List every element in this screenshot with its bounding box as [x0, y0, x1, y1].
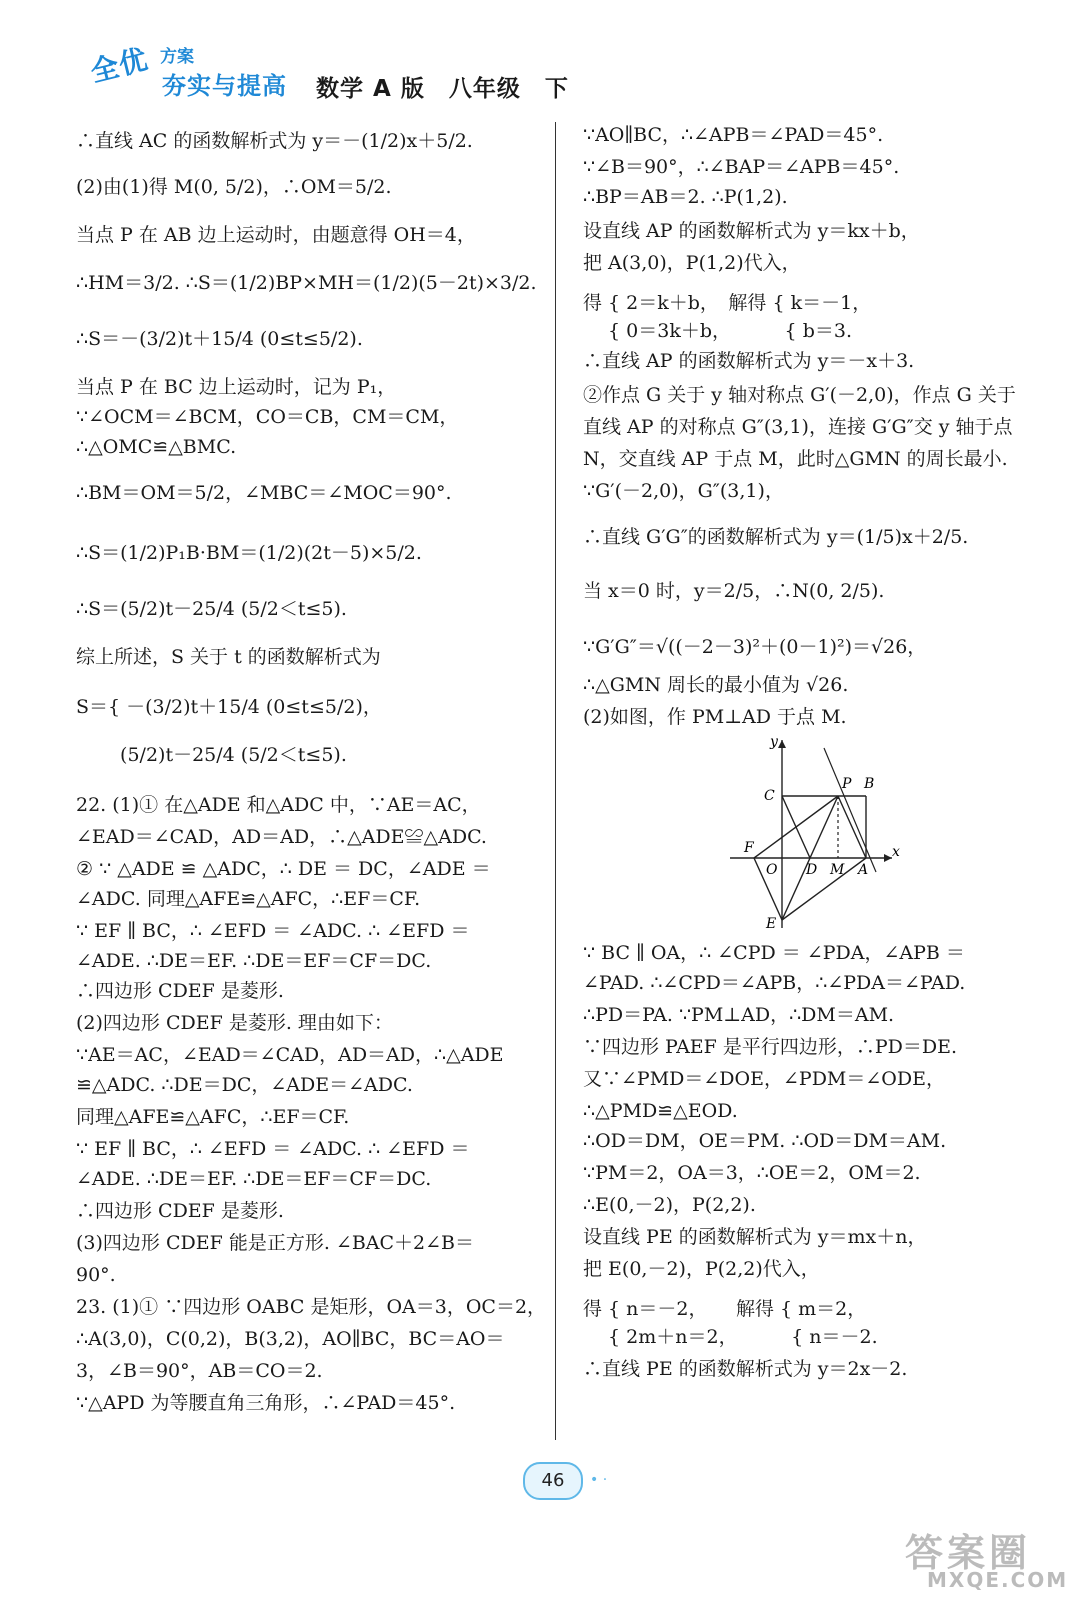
text-line: ∠EAD＝∠CAD，AD＝AD，∴△ADE≌△ADC.: [76, 826, 487, 848]
text-line: ≌△ADC. ∴DE＝DC，∠ADE＝∠ADC.: [76, 1074, 413, 1096]
watermark-text: 答案圈: [905, 1531, 1032, 1575]
text-line: (5/2)t－25/4 (5/2＜t≤5).: [76, 744, 347, 766]
text-line: ∵ BC ∥ OA，∴ ∠CPD ＝ ∠PDA，∠APB ＝: [583, 942, 965, 964]
text-line: 22. (1)① 在△ADE 和△ADC 中，∵AE＝AC，: [76, 794, 481, 816]
text-line: ∴△GMN 周长的最小值为 √26.: [583, 674, 849, 696]
segment-cd: [782, 796, 810, 858]
text-line: ∵ EF ∥ BC，∴ ∠EFD ＝ ∠ADC. ∴ ∠EFD ＝: [76, 1138, 470, 1160]
text-line: ∴HM＝3/2. ∴S＝(1/2)BP×MH＝(1/2)(5－2t)×3/2.: [76, 272, 537, 294]
text-line: ∠ADE. ∴DE＝EF. ∴DE＝EF＝CF＝DC.: [76, 1168, 432, 1190]
text-line: ∵AE＝AC，∠EAD＝∠CAD，AD＝AD，∴△ADE: [76, 1044, 504, 1066]
text-line: ∵四边形 PAEF 是平行四边形，∴PD＝DE.: [583, 1036, 958, 1058]
text-line: ∴S＝(5/2)t－25/4 (5/2＜t≤5).: [76, 598, 347, 620]
text-line: ∠PAD. ∴∠CPD＝∠APB，∴∠PDA＝∠PAD.: [583, 972, 966, 994]
watermark-url: MXQE.COM: [927, 1568, 1069, 1592]
label-p: P: [842, 776, 852, 792]
text-line: 当点 P 在 AB 边上运动时，由题意得 OH＝4，: [76, 224, 476, 246]
page-number: 46: [523, 1462, 583, 1500]
text-line: 得 { 2＝k＋b， 解得 { k＝－1，: [583, 292, 872, 314]
text-line: 同理△AFE≌△AFC，∴EF＝CF.: [76, 1106, 350, 1128]
logo-text-1: 全优: [87, 42, 152, 89]
brand-logo: [86, 40, 306, 106]
text-line: ② ∵ △ADE ≌ △ADC，∴ DE ＝ DC，∠ADE ＝: [76, 858, 491, 880]
text-line: ∴OD＝DM，OE＝PM. ∴OD＝DM＝AM.: [583, 1130, 947, 1152]
text-line: 3，∠B＝90°，AB＝CO＝2.: [76, 1360, 323, 1382]
text-line: ∵PM＝2，OA＝3，∴OE＝2，OM＝2.: [583, 1162, 921, 1184]
text-line: ∵ EF ∥ BC，∴ ∠EFD ＝ ∠ADC. ∴ ∠EFD ＝: [76, 920, 470, 942]
label-x: x: [892, 844, 900, 860]
label-d: D: [806, 862, 818, 878]
text-line: ∴S＝－(3/2)t＋15/4 (0≤t≤5/2).: [76, 328, 363, 350]
text-line: (2)如图，作 PM⊥AD 于点 M.: [583, 706, 847, 728]
label-f: F: [744, 840, 754, 856]
text-line: 直线 AP 的对称点 G″(3,1)，连接 G′G″交 y 轴于点: [583, 416, 1013, 438]
label-e: E: [766, 916, 777, 932]
text-line: 综上所述，S 关于 t 的函数解析式为: [76, 646, 381, 668]
text-line: ∴BM＝OM＝5/2，∠MBC＝∠MOC＝90°.: [76, 482, 452, 504]
text-line: ∴直线 AC 的函数解析式为 y＝－(1/2)x＋5/2.: [76, 130, 473, 152]
text-line: ∴四边形 CDEF 是菱形.: [76, 1200, 284, 1222]
text-line: ∴E(0,－2)，P(2,2).: [583, 1194, 756, 1216]
text-line: ∴△PMD≌△EOD.: [583, 1100, 738, 1122]
text-line: 设直线 AP 的函数解析式为 y＝kx＋b，: [583, 220, 920, 242]
book-title: 数学 A 版 八年级 下: [316, 76, 569, 102]
text-line: 设直线 PE 的函数解析式为 y＝mx＋n，: [583, 1226, 927, 1248]
text-line: ∴直线 G′G″的函数解析式为 y＝(1/5)x＋2/5.: [583, 526, 969, 548]
text-line: 当点 P 在 BC 边上运动时，记为 P₁，: [76, 376, 397, 398]
logo-text-3: 夯实与提高: [162, 72, 287, 100]
text-line: ∴直线 PE 的函数解析式为 y＝2x－2.: [583, 1358, 908, 1380]
text-line: 得 { n＝－2， 解得 { m＝2，: [583, 1298, 867, 1320]
text-line: ∴△OMC≌△BMC.: [76, 436, 237, 458]
text-line: S＝{ －(3/2)t＋15/4 (0≤t≤5/2)，: [76, 696, 382, 718]
segment-pa: [838, 796, 866, 858]
text-line: ∵∠OCM＝∠BCM，CO＝CB，CM＝CM，: [76, 406, 459, 428]
text-line: ∠ADC. 同理△AFE≌△AFC，∴EF＝CF.: [76, 888, 421, 910]
label-y: y: [770, 734, 778, 750]
text-line: ∴直线 AP 的函数解析式为 y＝－x＋3.: [583, 350, 915, 372]
text-line: 当 x＝0 时，y＝2/5，∴N(0, 2/5).: [583, 580, 885, 602]
text-line: 23. (1)① ∵四边形 OABC 是矩形，OA＝3，OC＝2，: [76, 1296, 547, 1318]
label-b: B: [864, 776, 875, 792]
text-line: (3)四边形 CDEF 能是正方形. ∠BAC＋2∠B＝: [76, 1232, 475, 1254]
y-axis-arrow: [778, 740, 786, 748]
text-line: 把 A(3,0)，P(1,2)代入，: [583, 252, 801, 274]
text-line: ②作点 G 关于 y 轴对称点 G′(－2,0)，作点 G 关于: [583, 384, 1016, 406]
text-line: { 2m＋n＝2， { n＝－2.: [583, 1326, 878, 1348]
text-line: 90°.: [76, 1264, 116, 1286]
text-line: (2)由(1)得 M(0, 5/2)，∴OM＝5/2.: [76, 176, 392, 198]
column-divider: [555, 122, 556, 1440]
text-line: ∵AO∥BC，∴∠APB＝∠PAD＝45°.: [583, 124, 884, 146]
x-axis-arrow: [884, 854, 892, 862]
watermark: [905, 1522, 1075, 1594]
segment-ae: [782, 858, 869, 920]
text-line: ∴四边形 CDEF 是菱形.: [76, 980, 284, 1002]
page-header: [0, 0, 1086, 110]
text-line: ∴PD＝PA. ∵PM⊥AD，∴DM＝AM.: [583, 1004, 895, 1026]
text-line: ∵△APD 为等腰直角三角形，∴∠PAD＝45°.: [76, 1392, 456, 1414]
logo-text-2: 方案: [160, 47, 194, 67]
text-line: 把 E(0,－2)，P(2,2)代入，: [583, 1258, 820, 1280]
text-line: N，交直线 AP 于点 M，此时△GMN 的周长最小.: [583, 448, 1008, 470]
decorative-dots-icon: • ·: [590, 1472, 608, 1488]
label-o: O: [766, 862, 778, 878]
text-line: ∵G′(－2,0)，G″(3,1)，: [583, 480, 784, 502]
text-line: { 0＝3k＋b， { b＝3.: [583, 320, 852, 342]
text-line: (2)四边形 CDEF 是菱形. 理由如下：: [76, 1012, 393, 1034]
text-line: ∠ADE. ∴DE＝EF. ∴DE＝EF＝CF＝DC.: [76, 950, 432, 972]
text-line: ∵G′G″＝√((－2－3)²＋(0－1)²)＝√26，: [583, 636, 927, 658]
text-line: ∴BP＝AB＝2. ∴P(1,2).: [583, 186, 788, 208]
label-c: C: [764, 788, 775, 804]
text-line: 又∵∠PMD＝∠DOE，∠PDM＝∠ODE，: [583, 1068, 945, 1090]
label-m: M: [830, 862, 845, 878]
text-line: ∵∠B＝90°，∴∠BAP＝∠APB＝45°.: [583, 156, 900, 178]
label-a: A: [858, 862, 869, 878]
text-line: ∴A(3,0)，C(0,2)，B(3,2)，AO∥BC，BC＝AO＝: [76, 1328, 505, 1350]
text-line: ∴S＝(1/2)P₁B·BM＝(1/2)(2t－5)×5/2.: [76, 542, 422, 564]
geometry-figure: [720, 730, 920, 935]
